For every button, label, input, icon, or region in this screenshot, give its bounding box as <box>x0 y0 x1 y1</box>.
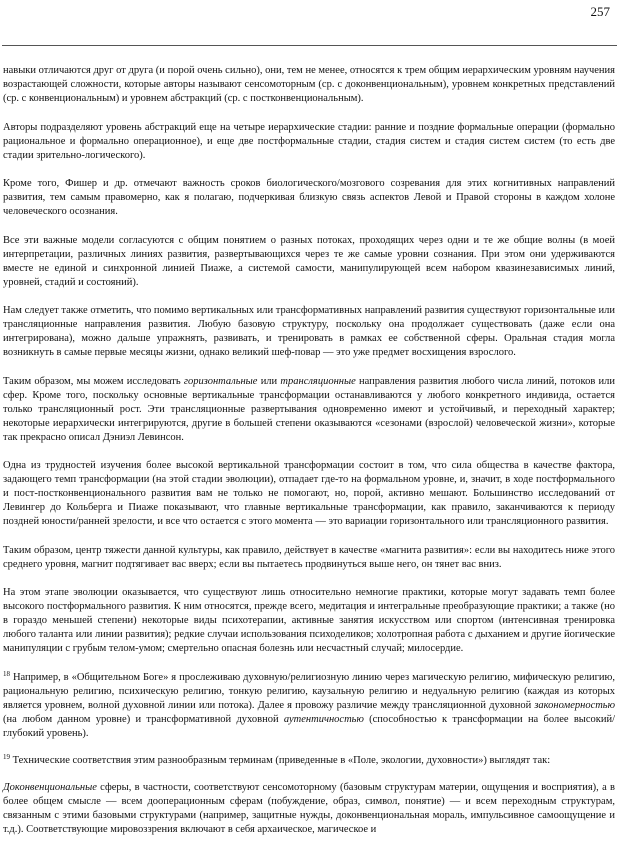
text-run: Кроме того, Фишер и др. отмечают важность сроков биологического/мозгового созревания для этих когнитивных направлений развития, тем самым правомерно, как я полагаю, подчеркивая близкую связь аспектов Левой и Правой стороны в каждом холоне человеческого осознания. <box>3 178 615 217</box>
footnote-marker: 19 <box>3 752 10 761</box>
paragraph <box>3 304 615 360</box>
footnote <box>3 671 615 741</box>
text-run: Авторы подразделяют уровень абстракций еще на четыре иерархические стадии: ранние и поздние формальные операции (формально рациональное и формально операционное), и еще две постформальные стадии, стадия систем и стадия систем систем (то есть две стадии зрительно-логического). <box>3 121 615 161</box>
text-run: или <box>257 375 281 387</box>
header-divider <box>2 45 617 46</box>
text-run: (на любом данном уровне) и трансформативной духовной <box>3 713 284 725</box>
text-run: Технические соответствия этим разнообразным терминам (приведенные в «Поле, экологии, духовности») выглядят так: <box>10 754 551 766</box>
paragraph <box>3 375 615 445</box>
text-run: Таким образом, мы можем исследовать <box>3 375 184 387</box>
text-run: Таким образом, центр тяжести данной культуры, как правило, действует в качестве «магнита развития»: если вы находитесь ниже этого среднего уровня, магнит подтягивает вас вверх; если вы пытаетесь продвинуться выше него, он тянет вас вниз. <box>3 544 615 570</box>
text-run: (способностью к трансформации на более высокий/глубокий уровень). <box>3 713 615 739</box>
text-run: На этом этапе эволюции оказывается, что существуют лишь относительно немногие практики, которые могут задавать темп более высокого постформального развития. К ним относятся, прежде всего, медитация и интегральные преобразующие практики; а также (но в гораздо меньшей степени) некоторые виды психотерапии, активные занятия искусством или спортом (интенсивная тренировка любого таланта или линии развития); редкие случаи использования психоделиков; холотропная работа с дыханием и другие йогические манипуляции с грубым телом-умом; смертельно опасная болезнь или несчастный случай; милосердие. <box>3 587 615 654</box>
text-run: Все эти важные модели согласуются с общим понятием о разных потоках, проходящих через одни и те же общие волны (в моей интерпретации, различных линиях развития, развертывающихся через те же самые уровни сознания. При этом они удерживаются вместе не единой и синхронной линией Пиаже, а системой самости, манипулирующей всем набором квазинезависимых линий, уровней, стадий и состояний). <box>3 234 615 288</box>
emphasis-text: закономерностью <box>534 699 615 711</box>
paragraph <box>3 177 615 219</box>
body-text <box>3 64 615 851</box>
paragraph <box>3 234 615 290</box>
emphasis-text: горизонтальные <box>183 375 258 387</box>
page-number: 257 <box>590 4 610 19</box>
text-run: Например, в «Общительном Боге» я прослеживаю духовную/религиозную линию через магическую религию, мифическую религию, рациональную религию, психическую религию, тонкую религию, каузальную религию и недуальную религию (каждая из которых является уровнем, волной духовной линии или потока). Далее я провожу различие между трансляционной духовной <box>3 671 615 711</box>
text-run: сферы, в частности, соответствуют сенсомоторному (базовым структурам материи, ощущения и восприятия), а в более общем смысле — всем дооперационным сферам (побуждение, образ, символ, понятие) — и всем переходным структурам, связанным с этими базовыми структурами (например, защитные нужды, доконвенциональная мораль, импульсивное самоощущение и т.д.). Соответствующие мировоззрения включают в себя архаическое, магическое и <box>3 781 615 835</box>
text-run: Нам следует также отметить, что помимо вертикальных или трансформативных направлений развития существуют горизонтальные или трансляционные направления развития. Любую базовую структуру, поскольку она продолжает существовать (даже если она интегрирована), можно дальше упражнять, развивать, и тренировать в рамках ее собственной сферы. Оральная стадия могла возникнуть в самые первые месяцы жизни, однако великий шеф-повар — это уже предмет восхищения взрослого. <box>3 305 615 358</box>
text-run: навыки отличаются друг от друга (и порой очень сильно), они, тем не менее, относятся к трем общим иерархическим уровням научения возрастающей сложности, которые авторы называют сенсомоторным (ср. с доконвенциональным), уровнем конкретных представлений (ср. с конвенциональным) и уровнем абстракций (ср. с постконвенциональным). <box>3 65 615 104</box>
emphasis-text: трансляционные <box>280 375 356 387</box>
text-run: направления развития любого числа линий, потоков или сфер. Кроме того, поскольку основные вертикальные трансформации останавливаются у любого конкретного индивида, остается только трансляционный рост. Эти трансляционные развертывания одновременно имеют и устойчивый, и переходный характер; некоторые иерархически интегрируются, другие в большей степени оказываются «сезонами (взрослой) человеческой жизни», которые так прекрасно описал Дэниэл Левинсон. <box>3 375 615 443</box>
paragraph <box>3 64 615 106</box>
footnote <box>3 754 615 768</box>
emphasis-text: Доконвенциональные <box>3 781 97 793</box>
paragraph <box>3 459 615 529</box>
paragraph <box>3 781 615 837</box>
footnote-marker: 18 <box>3 669 10 678</box>
paragraph <box>3 544 615 572</box>
emphasis-text: аутентичностью <box>283 713 364 725</box>
paragraph <box>3 121 615 163</box>
text-run: Одна из трудностей изучения более высокой вертикальной трансформации состоит в том, что сила общества в качестве фактора, задающего темп трансформации (на этой стадии эволюции), отпадает где-то на формальном уровне, и, значит, в ходе постформального и пост-постконвенционального развития вам не только не помогают, но, порой, активно мешают. Большинство исследований от Левингер до Кольберга и Пиаже показывают, что главные вертикальные трансформации, как правило, заканчиваются к периоду поздней юности/ранней зрелости, и все что остается с этого момента — это вариации горизонтального или трансляционного развития. <box>3 460 615 527</box>
paragraph <box>3 586 615 656</box>
